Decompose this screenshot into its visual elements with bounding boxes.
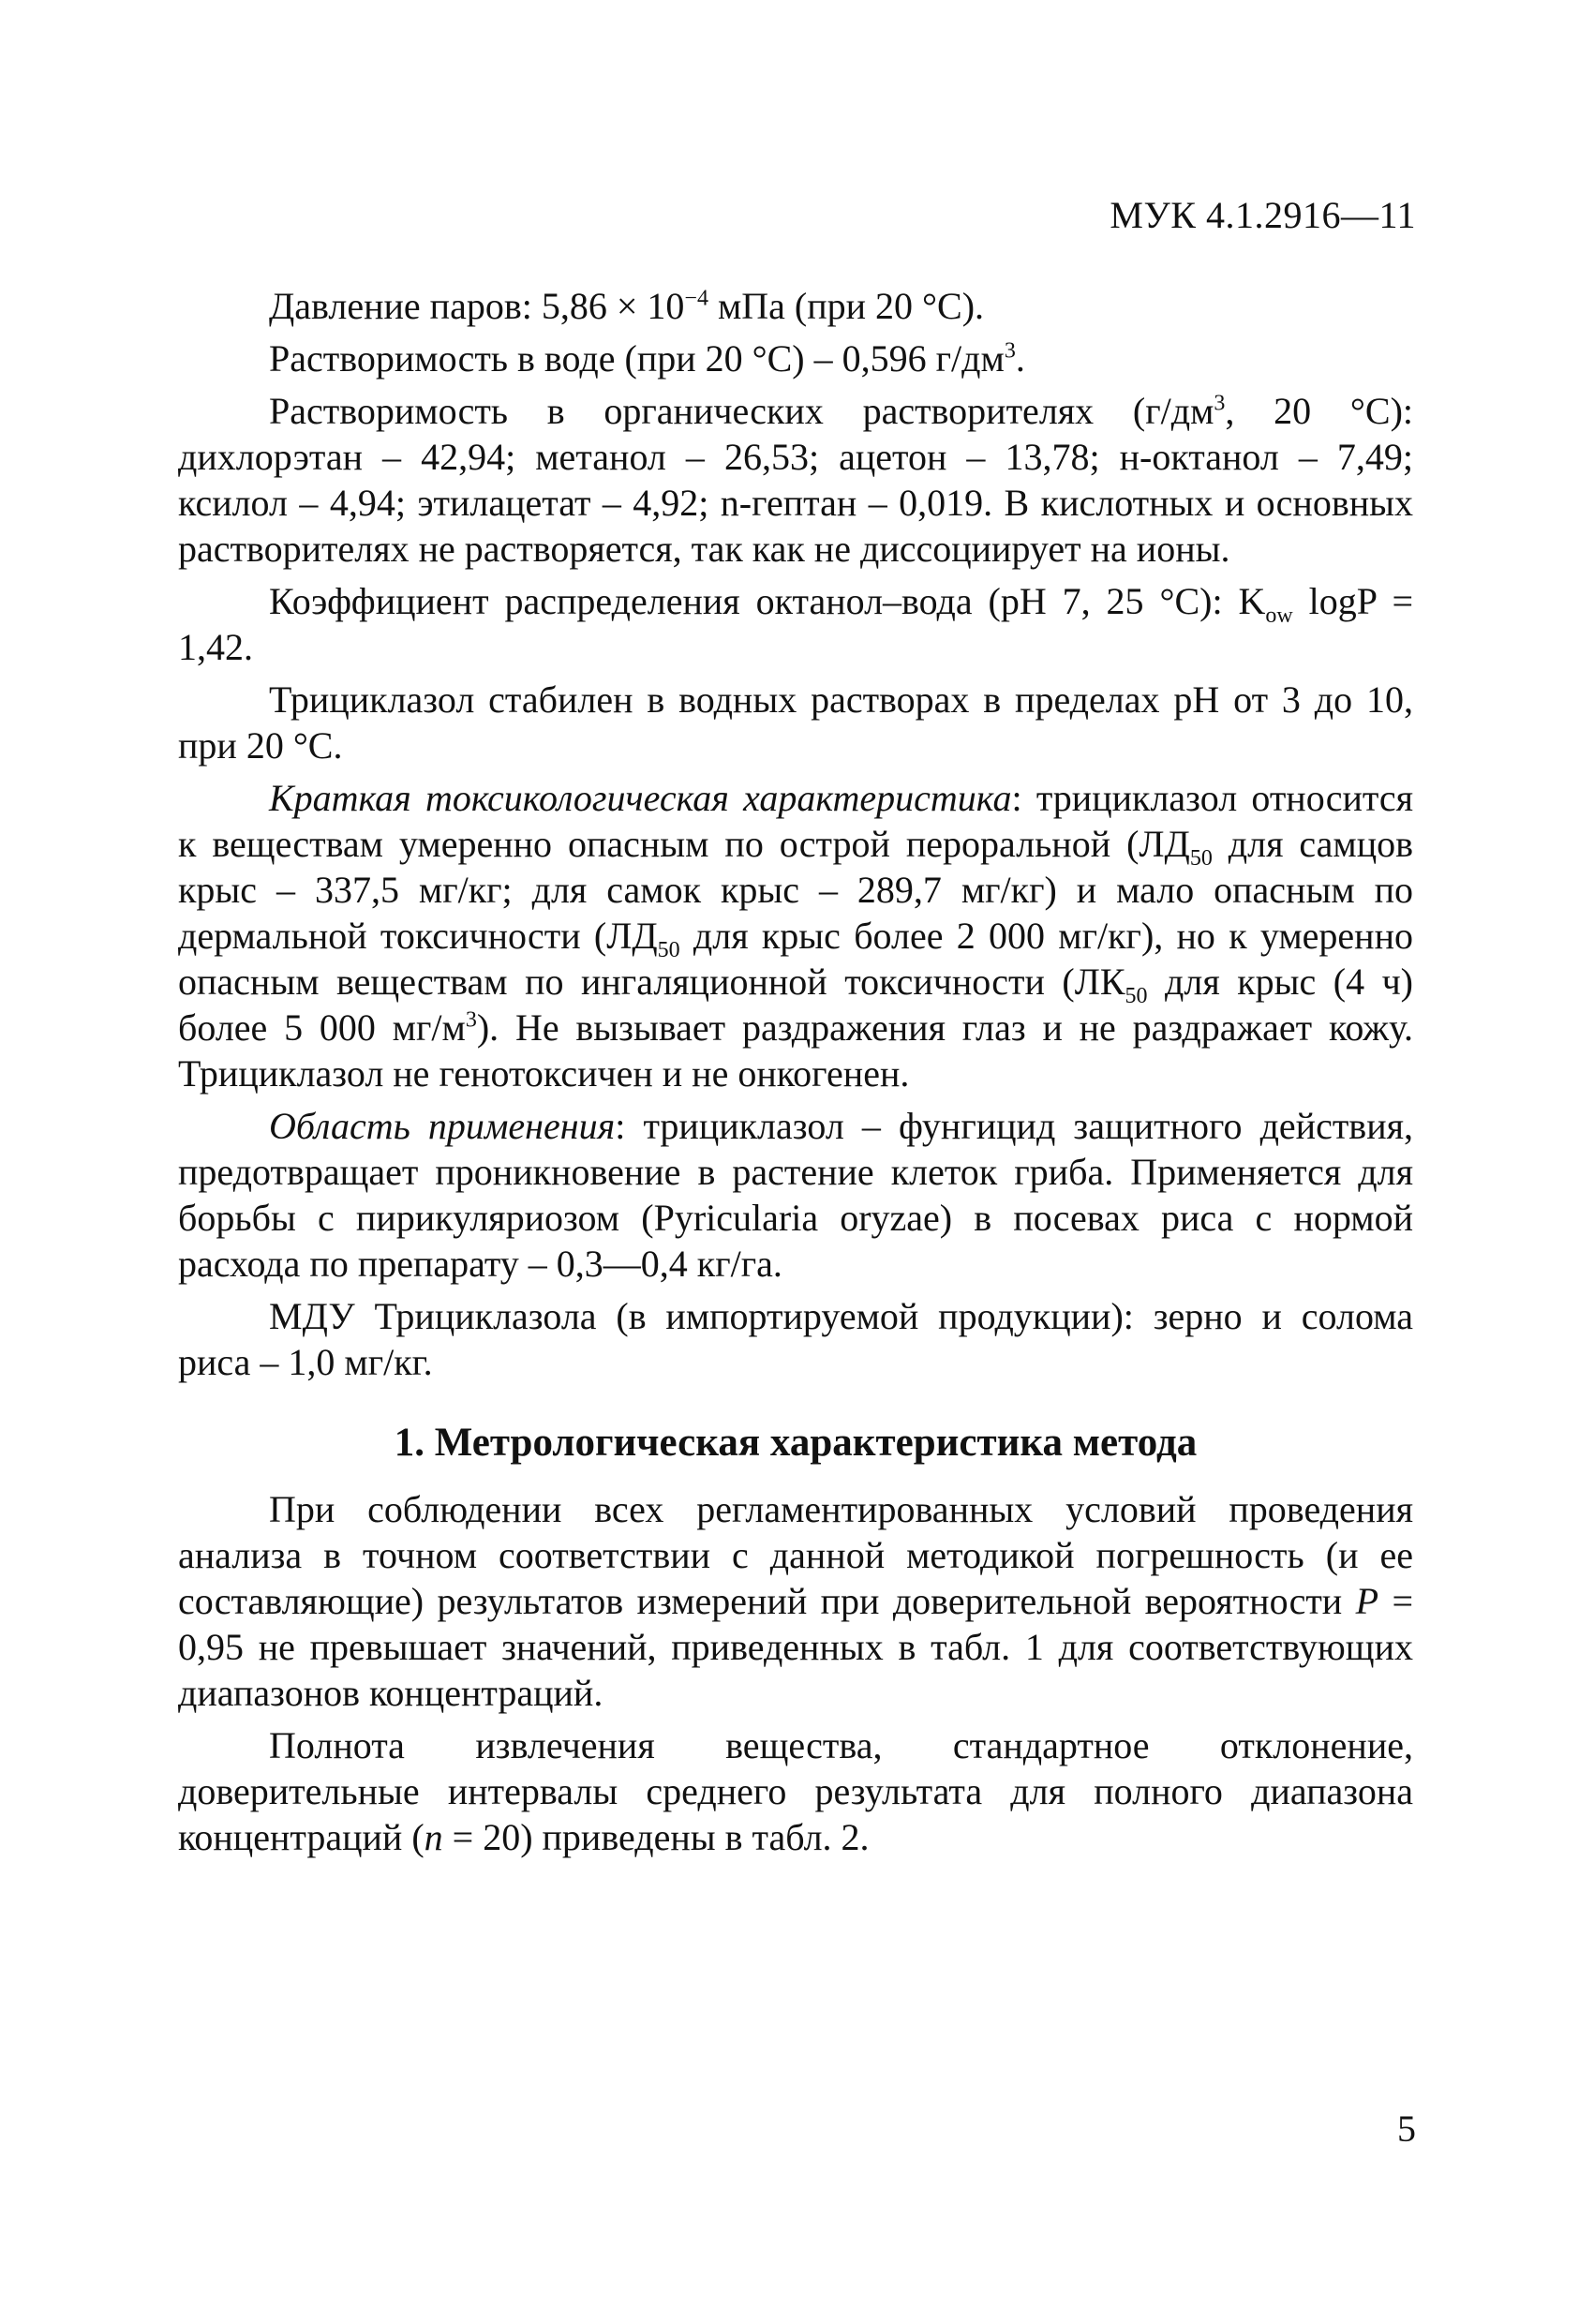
organic-solubility-paragraph <box>178 388 1413 572</box>
stability-paragraph: Трициклазол стабилен в водных растворах в пределах рН от 3 до 10, при 20 °С. <box>178 678 1413 767</box>
vapor-text-2: мПа (при 20 °С). <box>708 285 985 327</box>
organic-text-2: , 20 °С): дихлорэтан – 42,94; метанол – 26,53; ацетон – 13,78; н-октанол – 7,49; ксилол – 4,94; этилацетат – 4,92; n-гептан – 0,019. В кислотных и основных растворителях не растворяется, так как не диссоциирует на ионы. <box>178 390 1414 570</box>
metrology-paragraph-1 <box>178 1486 1413 1716</box>
mrl-paragraph: МДУ Трициклазола (в импортируемой продукции): зерно и солома риса – 1,0 мг/кг. <box>178 1295 1413 1383</box>
page-number: 5 <box>1397 2108 1416 2150</box>
sample-size-variable: n <box>424 1816 443 1858</box>
water-exponent: 3 <box>1004 338 1016 364</box>
probability-variable: P <box>1355 1580 1379 1622</box>
metrology-2-text-2: = 20) приведены в табл. 2. <box>442 1816 870 1858</box>
organic-text-1: Растворимость в органических растворителях (г/дм <box>269 390 1214 432</box>
metrology-paragraph-2 <box>178 1722 1413 1860</box>
partition-text-1: Коэффициент распределения октанол–вода (рН 7, 25 °С): K <box>269 580 1266 622</box>
application-text: : трициклазол – фунгицид защитного действия, предотвращает проникновение в растение клеток гриба. Применяется для борьбы с пирикуляриозом (Pyricularia oryzae) в посевах риса с нормой расхода по препарату – 0,3—0,4 кг/га. <box>178 1105 1414 1285</box>
vapor-exponent: −4 <box>684 286 708 311</box>
water-solubility-paragraph <box>178 335 1413 381</box>
partition-coefficient-paragraph <box>178 578 1413 670</box>
water-text-2: . <box>1015 337 1025 380</box>
organic-exponent: 3 <box>1214 391 1226 416</box>
toxicology-text-5: ). Не вызывает раздражения глаз и не раздражает кожу. Трициклазол не генотоксичен и не онкогенен. <box>178 1006 1413 1095</box>
water-text-1: Растворимость в воде (при 20 °С) – 0,596 г/дм <box>269 337 1005 380</box>
toxicology-text-3: для крыс более 2 000 мг/кг), но к умеренно опасным веществам по ингаляционной токсичности (ЛК <box>178 915 1413 1003</box>
application-paragraph <box>178 1103 1413 1287</box>
toxicology-paragraph <box>178 775 1413 1096</box>
partition-subscript: ow <box>1265 603 1293 628</box>
metrology-2-text-1: Полнота извлечения вещества, стандартное отклонение, доверительные интервалы среднего результата для полного диапазона концентраций ( <box>178 1724 1413 1858</box>
section-heading: 1. Метрологическая характеристика метода <box>394 1421 1198 1465</box>
toxicology-subscript-2: 50 <box>657 938 680 962</box>
toxicology-text-4: для крыс (4 ч) более 5 000 мг/м <box>178 961 1414 1049</box>
vapor-pressure-paragraph <box>178 283 1413 329</box>
vapor-text-1: Давление паров: 5,86 × 10 <box>269 285 685 327</box>
metrology-1-text-2: = 0,95 не превышает значений, приведенных в табл. 1 для соответствующих диапазонов концентраций. <box>178 1580 1414 1714</box>
toxicology-subscript-3: 50 <box>1125 984 1148 1008</box>
toxicology-text-1: : трициклазол относится к веществам умеренно опасным по острой пероральной (ЛД <box>178 777 1413 865</box>
document-code-header: МУК 4.1.2916—11 <box>1110 194 1416 236</box>
metrology-1-text-1: При соблюдении всех регламентированных условий проведения анализа в точном соответствии с данной методикой погрешность (и ее составляющие) результатов измерений при доверительной вероятности <box>178 1488 1413 1622</box>
toxicology-label: Краткая токсикологическая характеристика <box>269 777 1012 819</box>
toxicology-text-2: для самцов крыс – 337,5 мг/кг; для самок крыс – 289,7 мг/кг) и мало опасным по дермальной токсичности (ЛД <box>178 823 1414 957</box>
application-label: Область применения <box>269 1105 616 1147</box>
page-body <box>178 283 1413 1860</box>
toxicology-exponent: 3 <box>465 1007 477 1033</box>
partition-text-2: logP = 1,42. <box>178 580 1413 668</box>
toxicology-subscript-1: 50 <box>1189 846 1213 871</box>
